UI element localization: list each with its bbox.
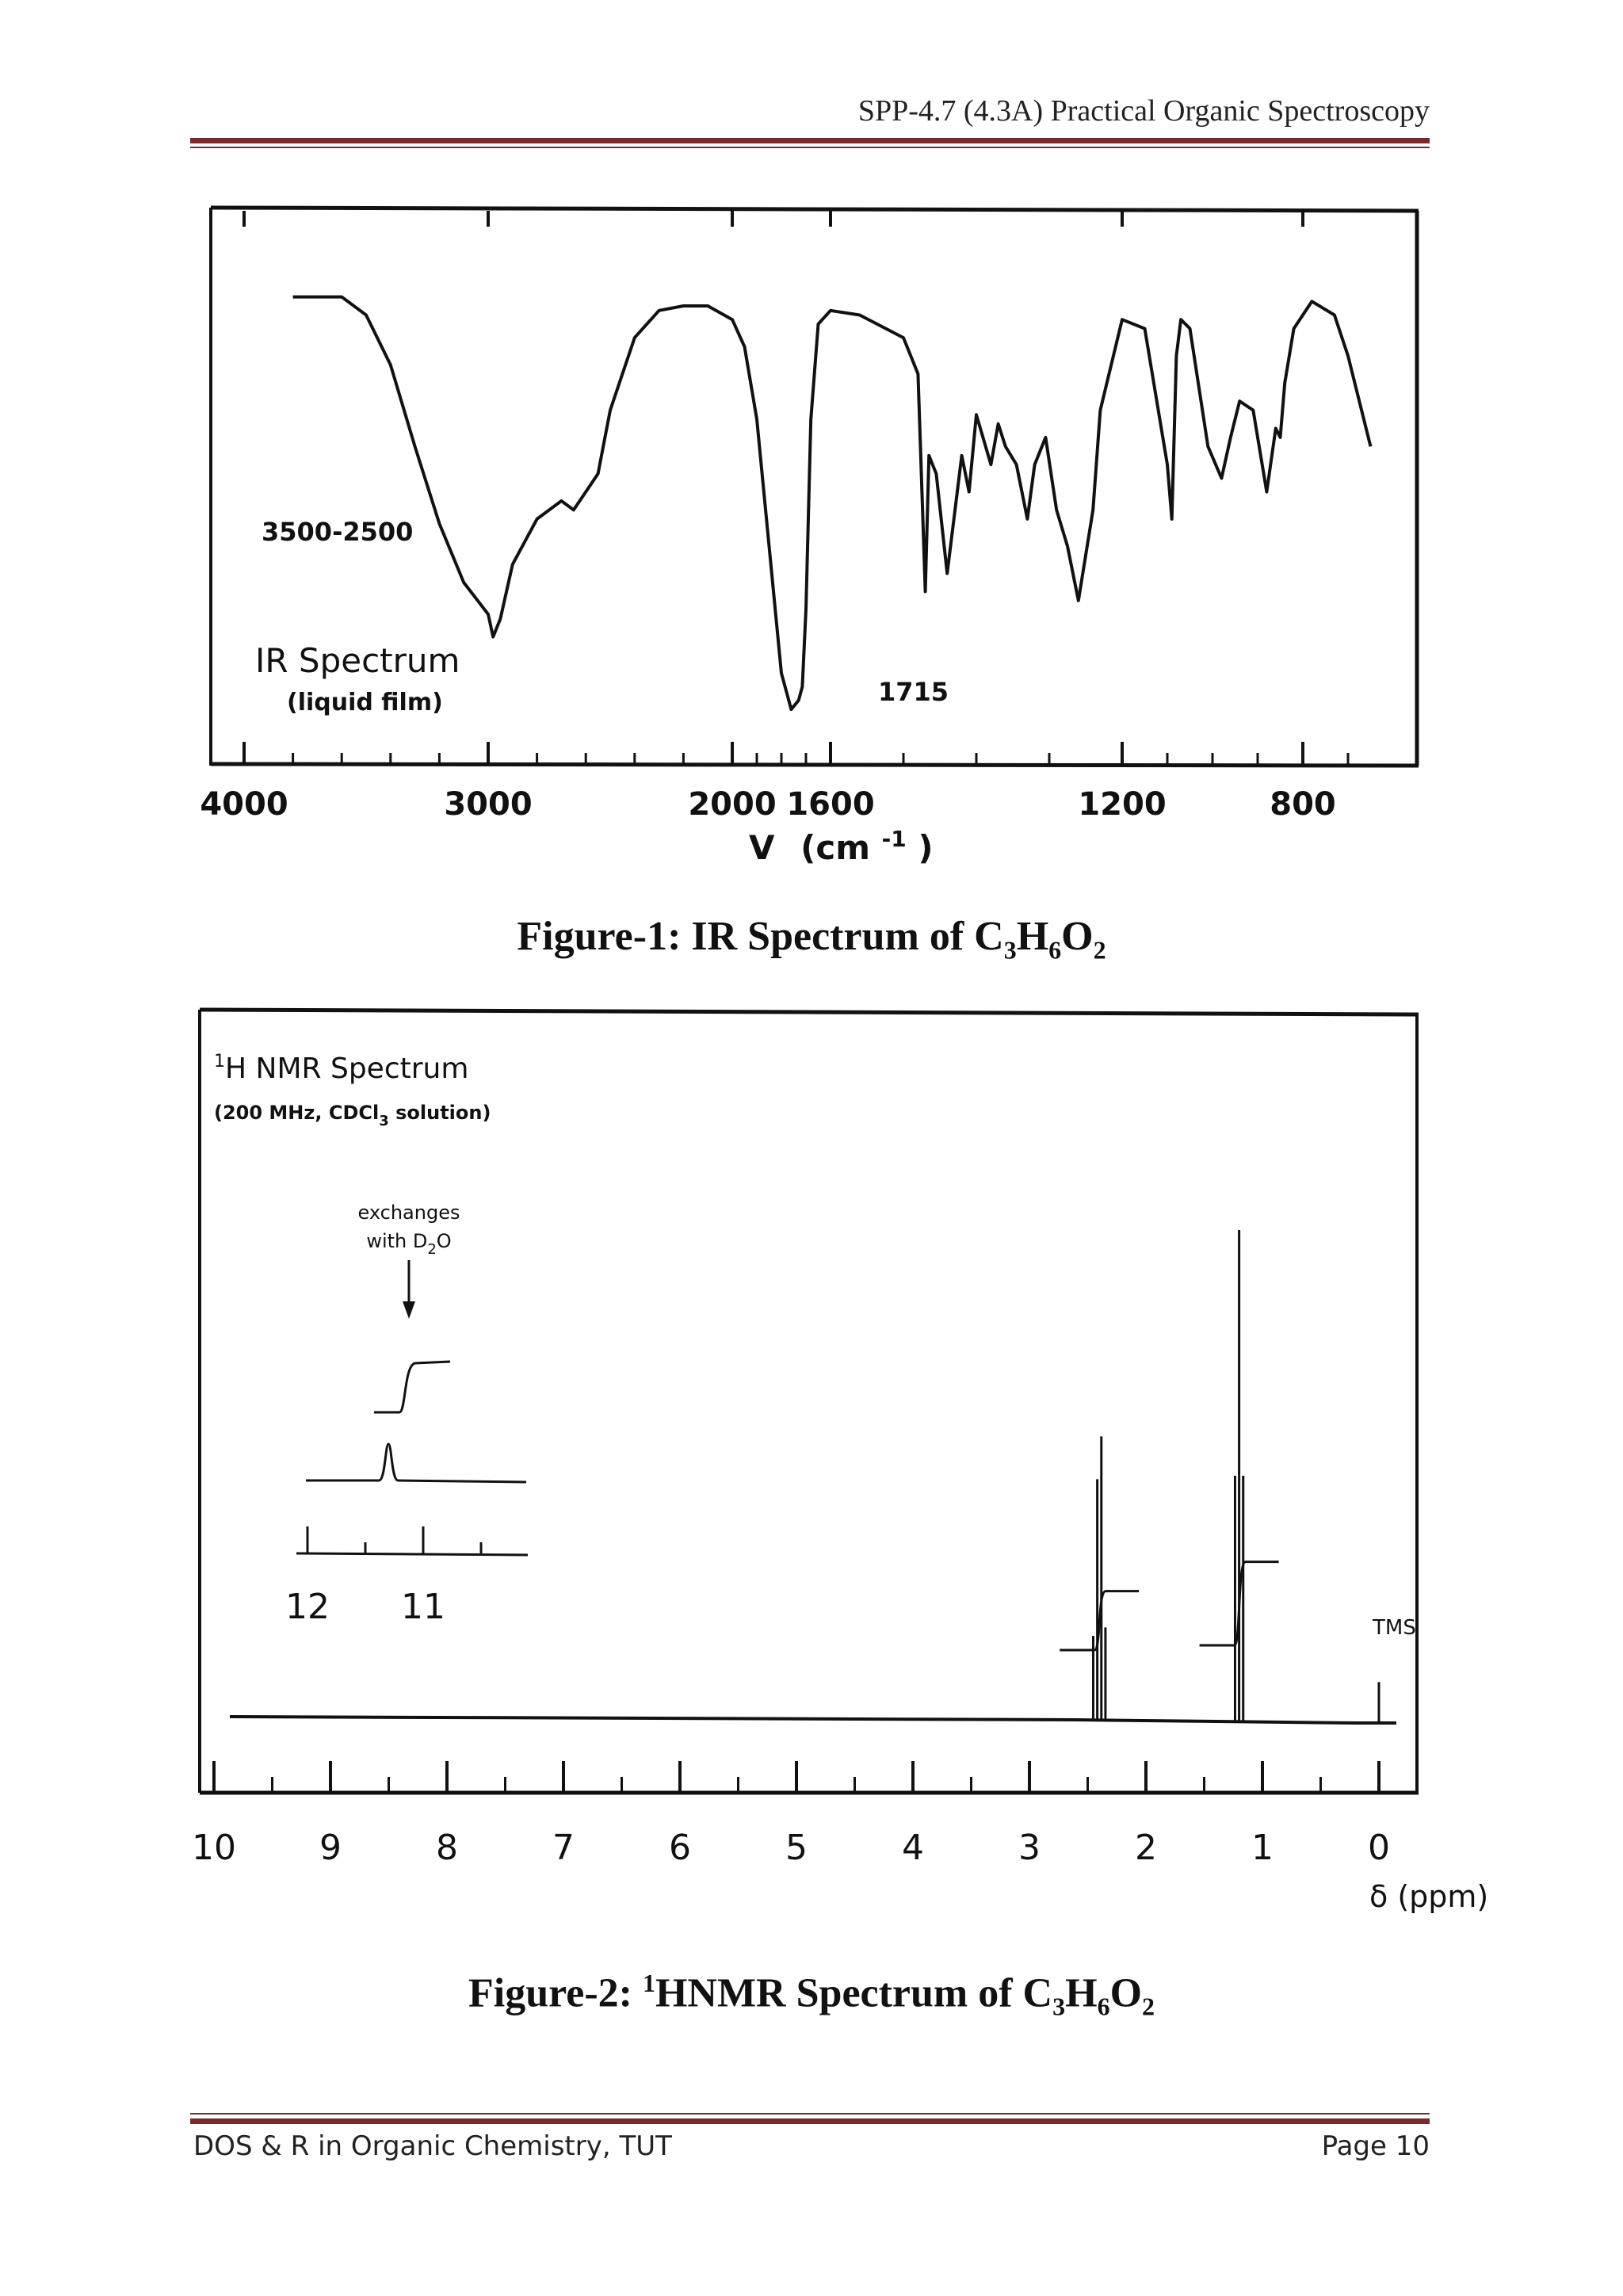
nmr-tick-label: 2 (1135, 1828, 1157, 1868)
nmr-tms-label: TMS (1373, 1616, 1416, 1640)
nmr-exchange-note-line1: exchanges (357, 1201, 460, 1224)
ir-chart-title: IR Spectrum (255, 641, 460, 680)
nmr-chart-subtitle: (200 MHz, CDCl$_3$ solution) (214, 1102, 491, 1129)
nmr-tick-label: 1 (1251, 1828, 1274, 1868)
nmr-integral-curve (1060, 1591, 1139, 1650)
nmr-tick-label: 5 (785, 1828, 808, 1868)
ir-tick-label: 800 (1270, 786, 1336, 823)
ir-broad-annotation: 3500-2500 (262, 517, 414, 547)
footer-page-number: Page 10 (1321, 2130, 1430, 2162)
figure-1-caption: Figure-1: IR Spectrum of $C_3H_6O_2$ (517, 914, 1106, 965)
ir-chart-subtitle: (liquid film) (287, 689, 443, 716)
nmr-inset-integral (374, 1362, 450, 1412)
ir-tick-label: 4000 (200, 786, 288, 823)
nmr-inset-acid-peak (285, 1362, 528, 1627)
nmr-tick-label: 10 (192, 1828, 236, 1868)
nmr-tick-label: 0 (1368, 1828, 1390, 1868)
nmr-tick-labels (192, 1828, 1390, 1868)
nmr-inset-tick-label: 11 (401, 1587, 445, 1627)
nmr-tick-label: 7 (552, 1828, 575, 1868)
nmr-baseline-trace (230, 1717, 1396, 1723)
nmr-exchange-arrow (403, 1260, 415, 1319)
footer-rule (190, 2118, 1430, 2124)
page-header-title: SPP-4.7 (4.3A) Practical Organic Spectroscopy (857, 94, 1430, 128)
ir-tick-label: 1200 (1078, 786, 1167, 823)
nmr-tick-label: 3 (1018, 1828, 1041, 1868)
nmr-x-axis-label: δ (ppm) (1369, 1879, 1489, 1914)
ir-x-axis-label: V (cm $^{-1}$ ) (749, 826, 934, 867)
nmr-tick-label: 4 (902, 1828, 924, 1868)
nmr-chart-title: $^1$H NMR Spectrum (214, 1052, 469, 1085)
ir-tick-label: 3000 (444, 786, 533, 823)
figure-2-caption: Figure-2: $^1$HNMR Spectrum of $C_3H_6O_2$ (468, 1969, 1155, 2021)
nmr-tick-label: 8 (436, 1828, 458, 1868)
ir-carbonyl-annotation: 1715 (878, 677, 949, 707)
ir-tick-label: 1600 (786, 786, 875, 823)
ir-tick-label: 2000 (688, 786, 777, 823)
footer-rule-thin (190, 2113, 1430, 2115)
nmr-peaks (1093, 1230, 1379, 1721)
nmr-inset-peak (306, 1444, 526, 1482)
nmr-inset-tick-label: 12 (285, 1587, 330, 1627)
nmr-tick-label: 6 (669, 1828, 691, 1868)
nmr-exchange-note-line2: with $D_2O$ (366, 1230, 452, 1258)
nmr-tick-marks (214, 1761, 1379, 1793)
nmr-tick-label: 9 (319, 1828, 342, 1868)
nmr-inset-axis (296, 1553, 528, 1555)
footer-institution: DOS & R in Organic Chemistry, TUT (193, 2130, 672, 2162)
